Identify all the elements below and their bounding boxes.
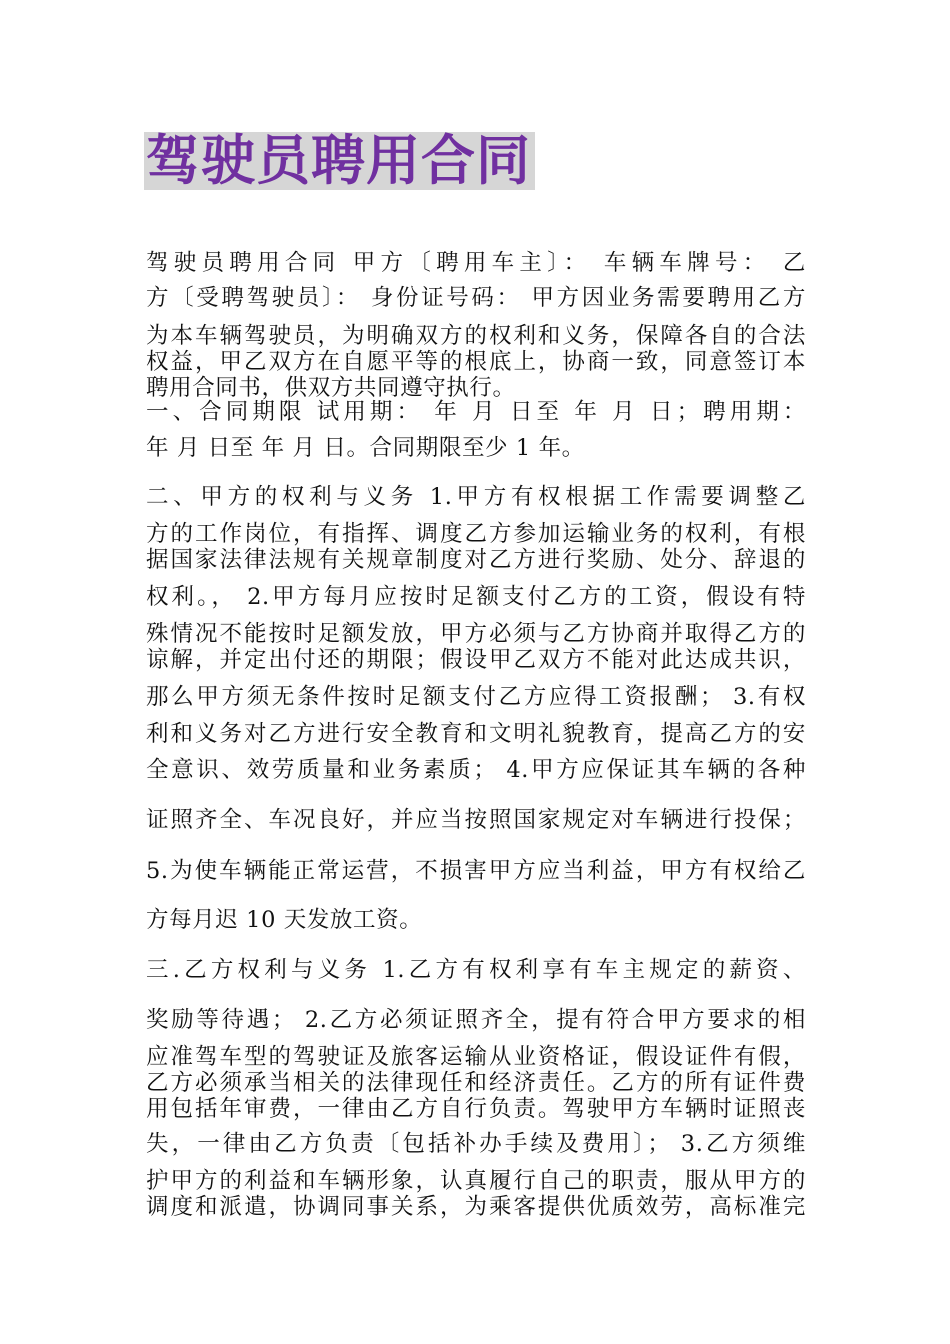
text-line: 5.为使车辆能正常运营，不损害甲方应当利益，甲方有权给乙 xyxy=(146,858,806,884)
text-line: 应准驾车型的驾驶证及旅客运输从业资格证，假设证件有假， xyxy=(146,1044,806,1070)
text-line: 乙方必须承当相关的法律现任和经济责任。乙方的所有证件费 xyxy=(146,1070,806,1096)
text-line: 用包括年审费，一律由乙方自行负责。驾驶甲方车辆时证照丧 xyxy=(146,1096,806,1122)
text-line: 为本车辆驾驶员，为明确双方的权利和义务，保障各自的合法 xyxy=(146,323,806,349)
text-line: 年 月 日至 年 月 日。合同期限至少 1 年。 xyxy=(146,435,585,461)
text-line: 奖励等待遇； 2.乙方必须证照齐全，提有符合甲方要求的相 xyxy=(146,1007,806,1033)
text-line: 一、合同期限 试用期： 年 月 日至 年 月 日；聘用期： xyxy=(146,399,806,425)
text-line: 利和义务对乙方进行安全教育和文明礼貌教育，提高乙方的安 xyxy=(146,721,806,747)
text-line: 殊情况不能按时足额发放，甲方必须与乙方协商并取得乙方的 xyxy=(146,621,806,647)
text-line: 那么甲方须无条件按时足额支付乙方应得工资报酬； 3.有权 xyxy=(146,684,806,710)
text-line: 据国家法律法规有关规章制度对乙方进行奖励、处分、辞退的 xyxy=(146,547,806,573)
text-line: 方〔受聘驾驶员〕： 身份证号码： 甲方因业务需要聘用乙方 xyxy=(146,285,806,311)
text-line: 失，一律由乙方负责〔包括补办手续及费用〕； 3.乙方须维 xyxy=(146,1131,806,1157)
text-line: 方每月迟 10 天发放工资。 xyxy=(146,907,423,933)
text-line: 三.乙方权利与义务 1.乙方有权利享有车主规定的薪资、 xyxy=(146,957,806,983)
text-line: 二、甲方的权利与义务 1.甲方有权根据工作需要调整乙 xyxy=(146,484,806,510)
text-line: 方的工作岗位，有指挥、调度乙方参加运输业务的权利，有根 xyxy=(146,521,806,547)
text-line: 谅解，并定出付还的期限；假设甲乙双方不能对此达成共识， xyxy=(146,647,806,673)
text-line: 聘用合同书，供双方共同遵守执行。 xyxy=(146,375,516,401)
document-title: 驾驶员聘用合同 xyxy=(146,129,531,192)
title-highlight xyxy=(144,129,535,192)
text-line: 驾驶员聘用合同 甲方〔聘用车主〕： 车辆车牌号： 乙 xyxy=(146,250,806,276)
text-line: 护甲方的利益和车辆形象，认真履行自己的职责，服从甲方的 xyxy=(146,1168,806,1194)
text-line: 调度和派遣，协调同事关系，为乘客提供优质效劳，高标准完 xyxy=(146,1194,806,1220)
text-line: 全意识、效劳质量和业务素质； 4.甲方应保证其车辆的各种 xyxy=(146,757,806,783)
text-line: 证照齐全、车况良好，并应当按照国家规定对车辆进行投保； xyxy=(146,807,806,833)
text-line: 权益，甲乙双方在自愿平等的根底上，协商一致，同意签订本 xyxy=(146,349,806,375)
text-line: 权利。， 2.甲方每月应按时足额支付乙方的工资，假设有特 xyxy=(146,584,806,610)
